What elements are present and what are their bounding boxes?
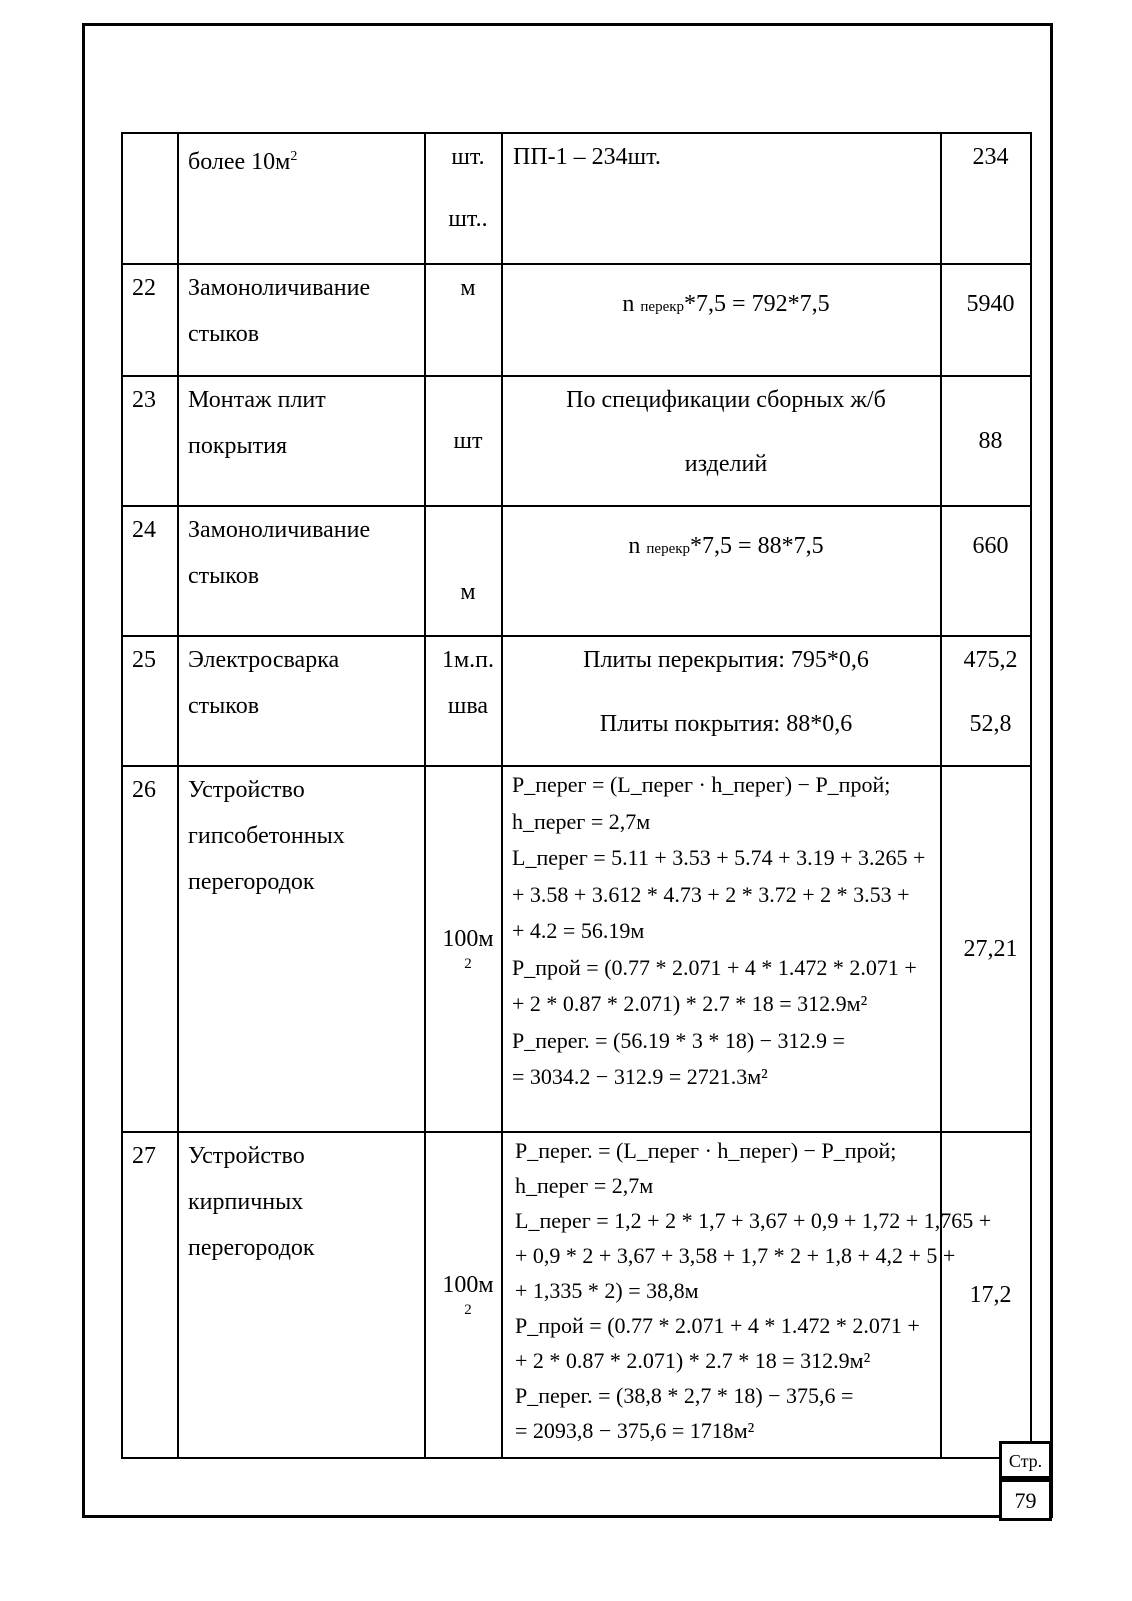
- calc-cell: n перекр*7,5 = 792*7,5: [502, 264, 941, 376]
- row-number: 25: [122, 636, 178, 766]
- row-number: [122, 133, 178, 264]
- table-row: [122, 376, 1031, 506]
- formula-cell: P_перег. = (L_перег · h_перег) − P_прой; h_перег = 2,7м L_перег = 1,2 + 2 * 1,7 + 3,67 + 0,9 + 1,72 + 1,765 + + 0,9 * 2 + 3,67 + 3,58 + 1,7 * 2 + 1,8 + 4,2 + 5 + + 1,335 * 2) = 38,8м P_прой = (0.77 * 2.071 + 4 * 1.472 * 2.071 + + 2 * 0.87 * 2.071) * 2.7 * 18 = 312.9м² P_перег. = (38,8 * 2,7 * 18) − 375,6 = = 2093,8 − 375,6 = 1718м²: [502, 1132, 941, 1458]
- result-cell: 234: [941, 133, 1031, 264]
- work-name: Замоноличивание стыков: [178, 264, 425, 376]
- result-cell: 660: [941, 506, 1031, 636]
- work-name: более $10м^2$: [178, 133, 425, 264]
- work-name: Устройство кирпичных перегородок: [178, 1132, 425, 1458]
- work-name: Устройство гипсобетонных перегородок: [178, 766, 425, 1132]
- row-number: 27: [122, 1132, 178, 1458]
- work-name: Замоноличивание стыков: [178, 506, 425, 636]
- row-number: 23: [122, 376, 178, 506]
- table-row: [122, 1132, 1031, 1458]
- unit-cell: м: [425, 506, 502, 636]
- table-row: [122, 264, 1031, 376]
- calc-cell: Плиты перекрытия: 795*0,6 Плиты покрытия: 88*0,6: [502, 636, 941, 766]
- page-label: Стр.: [999, 1441, 1052, 1479]
- result-cell: 27,21: [941, 766, 1031, 1132]
- table-row: [122, 133, 1031, 264]
- work-name: Монтаж плит покрытия: [178, 376, 425, 506]
- work-name: Электросварка стыков: [178, 636, 425, 766]
- result-cell: 88: [941, 376, 1031, 506]
- calc-cell: По спецификации сборных ж/б изделий: [502, 376, 941, 506]
- page-number: 79: [999, 1479, 1052, 1521]
- unit-cell: м: [425, 264, 502, 376]
- calc-cell: ПП-1 – 234шт.: [502, 133, 941, 264]
- unit-cell: 1м.п. шва: [425, 636, 502, 766]
- table-row: [122, 506, 1031, 636]
- calc-cell: n перекр*7,5 = 88*7,5: [502, 506, 941, 636]
- result-cell: 475,2 52,8: [941, 636, 1031, 766]
- unit-cell: 100м 2: [425, 1132, 502, 1458]
- unit-cell: шт: [425, 376, 502, 506]
- unit-cell: шт. шт..: [425, 133, 502, 264]
- row-number: 26: [122, 766, 178, 1132]
- calculation-table: [121, 132, 1032, 1459]
- result-cell: 17,2: [941, 1132, 1031, 1458]
- formula-cell: P_перег = (L_перег · h_перег) − P_прой; h_перег = 2,7м L_перег = 5.11 + 3.53 + 5.74 + 3.19 + 3.265 + + 3.58 + 3.612 * 4.73 + 2 * 3.72 + 2 * 3.53 + + 4.2 = 56.19м P_прой = (0.77 * 2.071 + 4 * 1.472 * 2.071 + + 2 * 0.87 * 2.071) * 2.7 * 18 = 312.9м² P_перег. = (56.19 * 3 * 18) − 312.9 = = 3034.2 − 312.9 = 2721.3м²: [502, 766, 941, 1132]
- result-cell: 5940: [941, 264, 1031, 376]
- table-row: [122, 636, 1031, 766]
- table-row: [122, 766, 1031, 1132]
- row-number: 24: [122, 506, 178, 636]
- row-number: 22: [122, 264, 178, 376]
- unit-cell: 100м 2: [425, 766, 502, 1132]
